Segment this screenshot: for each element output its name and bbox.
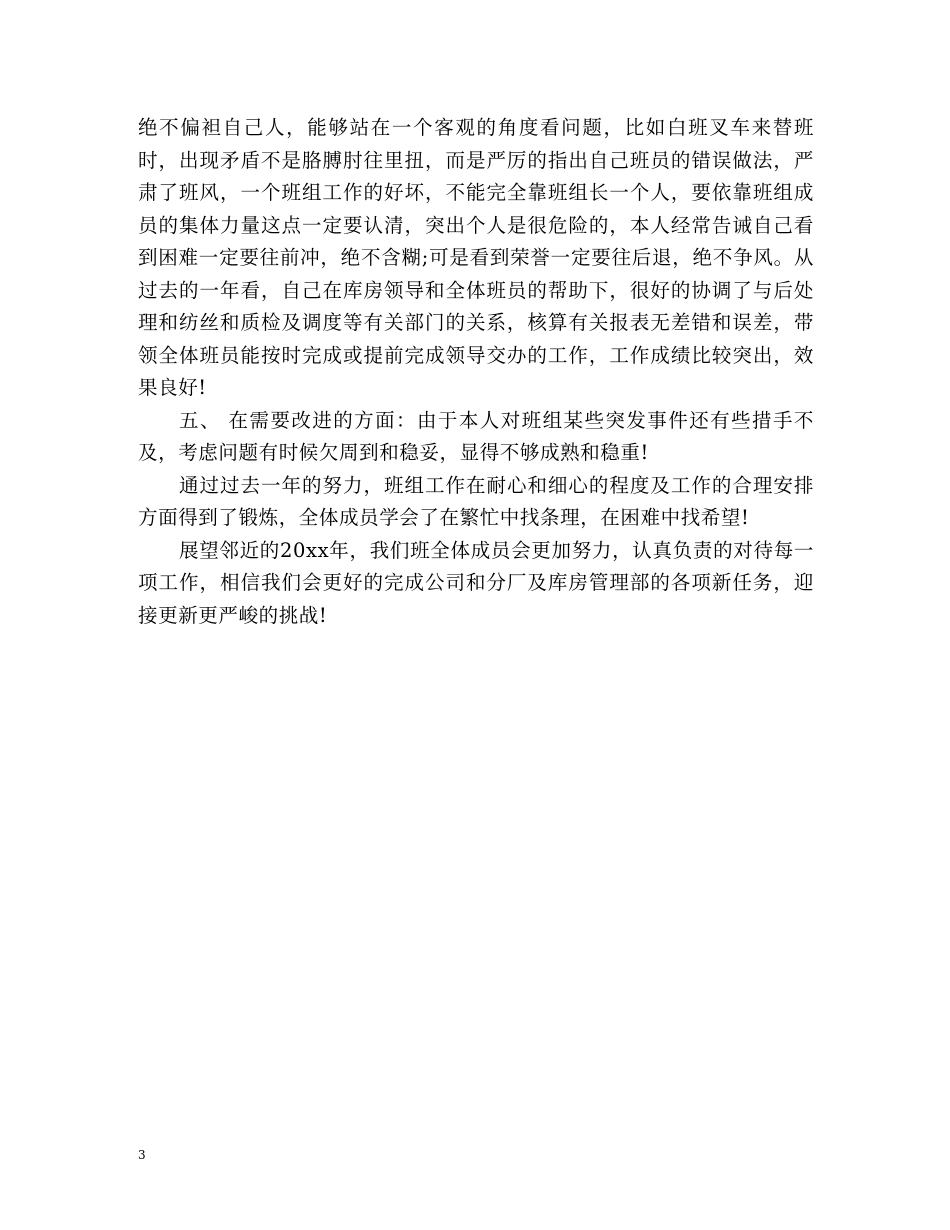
page-number: 3: [138, 1148, 146, 1162]
paragraph-improvement: 五、 在需要改进的方面：由于本人对班组某些突发事件还有些措手不及，考虑问题有时候欠周到和稳妥，显得不够成熟和稳重!: [138, 408, 814, 464]
paragraph-continuation: 绝不偏袒自己人，能够站在一个客观的角度看问题，比如白班叉车来替班时，出现矛盾不是胳膊肘往里扭，而是严厉的指出自己班员的错误做法，严肃了班风，一个班组工作的好坏，不能完全靠班组长一个人，要依靠班组成员的集体力量这点一定要认清，突出个人是很危险的，本人经常告诫自己看到困难一定要往前冲，绝不含糊;可是看到荣誉一定要往后退，绝不争风。从过去的一年看，自己在库房领导和全体班员的帮助下，很好的协调了与后处理和纺丝和质检及调度等有关部门的关系，核算有关报表无差错和误差，带领全体班员能按时完成或提前完成领导交办的工作，工作成绩比较突出，效果良好!: [138, 116, 814, 399]
paragraph-summary: 通过过去一年的努力，班组工作在耐心和细心的程度及工作的合理安排方面得到了锻炼，全体成员学会了在繁忙中找条理，在困难中找希望!: [138, 473, 814, 529]
paragraph-outlook: 展望邻近的20xx年，我们班全体成员会更加努力，认真负责的对待每一项工作，相信我们会更好的完成公司和分厂及库房管理部的各项新任务，迎接更新更严峻的挑战!: [138, 538, 814, 627]
document-body: [138, 112, 814, 632]
